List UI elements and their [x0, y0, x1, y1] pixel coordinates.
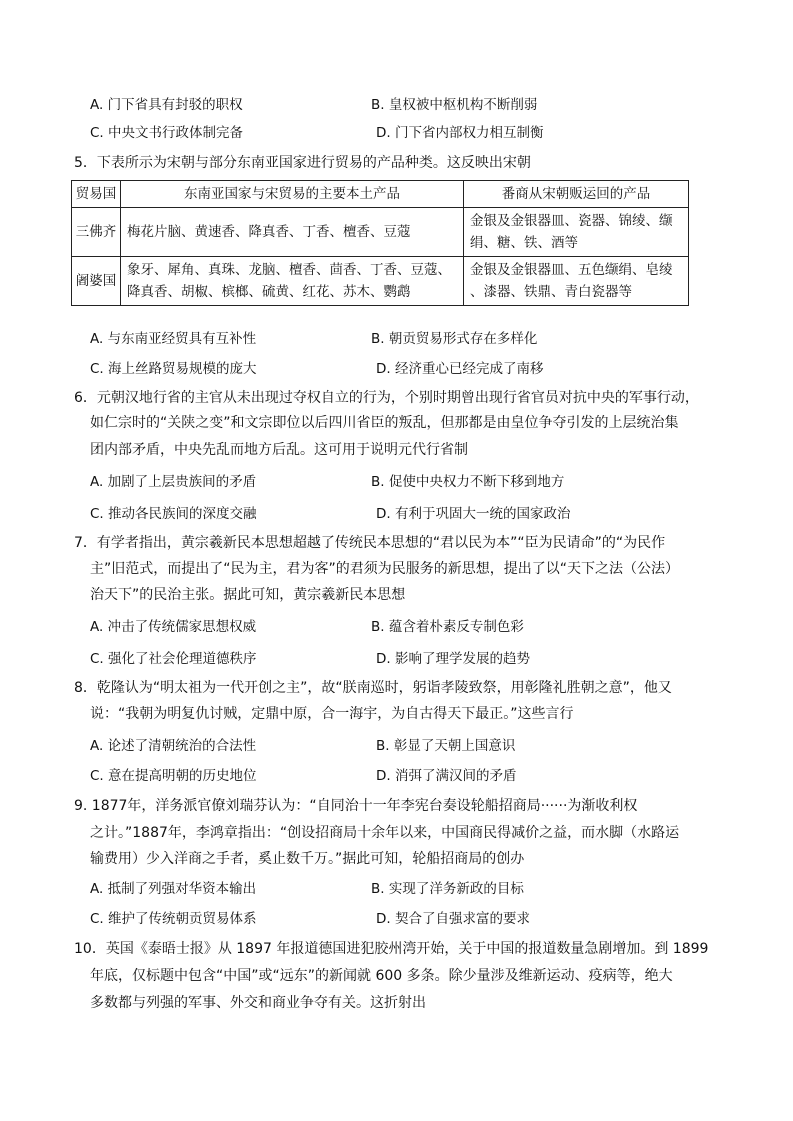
- q9-option-d[interactable]: D. 契合了自强求富的要求: [376, 911, 530, 927]
- row-country: 阇婆国: [72, 257, 121, 306]
- song-products-line: 绢、糖、铁、酒等: [470, 235, 578, 251]
- q6-option-d[interactable]: D. 有利于巩固大一统的国家政治: [376, 506, 571, 522]
- song-products-line: 金银及金银器皿、五色缬绢、皂绫: [470, 262, 673, 278]
- q5-trade-table: [71, 180, 689, 306]
- table-row: [72, 257, 689, 306]
- q8-option-d[interactable]: D. 消弭了满汉间的矛盾: [376, 768, 517, 784]
- q5-option-d[interactable]: D. 经济重心已经完成了南移: [376, 361, 544, 377]
- q8-option-b[interactable]: B. 彰显了天朝上国意识: [376, 738, 516, 754]
- table-header-row: [72, 181, 689, 208]
- q7-option-a[interactable]: A. 冲击了传统儒家思想权威: [90, 619, 257, 635]
- q6-option-c[interactable]: C. 推动各民族间的深度交融: [90, 506, 257, 522]
- q8-stem-line: 8．乾隆认为“明太祖为一代开创之主”，故“朕南巡时，躬诣孝陵致祭，用彰隆礼胜朝之意”，他又: [74, 680, 672, 696]
- q7-option-d[interactable]: D. 影响了理学发展的趋势: [376, 651, 530, 667]
- q4-option-d[interactable]: D. 门下省内部权力相互制衡: [376, 125, 544, 141]
- q5-option-a[interactable]: A. 与东南亚经贸具有互补性: [90, 331, 257, 347]
- q9-option-c[interactable]: C. 维护了传统朝贡贸易体系: [90, 911, 257, 927]
- row-local-products: [121, 257, 464, 306]
- q9-stem-line: 输费用）少入洋商之手者，奚止数千万。”据此可知，轮船招商局的创办: [90, 851, 525, 867]
- q6-option-b[interactable]: B. 促使中央权力不断下移到地方: [371, 474, 565, 490]
- q6-stem-line: 6．元朝汉地行省的主官从未出现过夺权自立的行为，个别时期曾出现行省官员对抗中央的军事行动，: [74, 390, 699, 406]
- q4-option-a[interactable]: A. 门下省具有封驳的职权: [90, 97, 243, 113]
- q9-option-b[interactable]: B. 实现了洋务新政的目标: [371, 881, 524, 897]
- q7-stem-line: 治天下”的民治主张。据此可知，黄宗羲新民本思想: [90, 587, 406, 603]
- header-local-products: 东南亚国家与宋贸易的主要本土产品: [121, 181, 464, 208]
- q4-option-c[interactable]: C. 中央文书行政体制完备: [90, 125, 244, 141]
- q6-option-a[interactable]: A. 加剧了上层贵族间的矛盾: [90, 474, 257, 490]
- row-song-products: [464, 257, 689, 306]
- q8-option-c[interactable]: C. 意在提高明朝的历史地位: [90, 768, 257, 784]
- header-country: 贸易国: [72, 181, 121, 208]
- q6-stem-line: 如仁宗时的“关陕之变”和文宗即位以后四川省臣的叛乱，但那都是由皇位争夺引发的上层统治集: [90, 415, 679, 431]
- q7-option-c[interactable]: C. 强化了社会伦理道德秩序: [90, 651, 257, 667]
- q10-stem-line: 年底，仅标题中包含“中国”或“远东”的新闻就 600 多条。除少量涉及维新运动、疫病等，绝大: [90, 968, 673, 984]
- q10-stem-line: 多数都与列强的军事、外交和商业争夺有关。这折射出: [90, 995, 426, 1011]
- local-products-line: 降真香、胡椒、槟榔、硫黄、红花、苏木、鹦鹉: [127, 284, 411, 300]
- q10-stem-line: 10．英国《泰晤士报》从 1897 年报道德国进犯胶州湾开始，关于中国的报道数量急剧增加。到 1899: [74, 941, 709, 957]
- row-local-products: [121, 208, 464, 257]
- q7-option-b[interactable]: B. 蕴含着朴素反专制色彩: [371, 619, 524, 635]
- q8-stem-line: 说：“我朝为明复仇讨贼，定鼎中原，合一海宇，为自古得天下最正。”这些言行: [90, 706, 574, 722]
- q8-option-a[interactable]: A. 论述了清朝统治的合法性: [90, 738, 257, 754]
- local-products-line: 梅花片脑、黄速香、降真香、丁香、檀香、豆蔻: [127, 224, 411, 240]
- header-song-products: 番商从宋朝贩运回的产品: [464, 181, 689, 208]
- q9-stem-line: 之计。”1887年，李鸿章指出：“创设招商局十余年以来，中国商民得减价之益，而水脚（水路运: [90, 825, 680, 841]
- song-products-line: 、漆器、铁鼎、青白瓷器等: [470, 284, 632, 300]
- row-country: 三佛齐: [72, 208, 121, 257]
- song-products-line: 金银及金银器皿、瓷器、锦绫、缬: [470, 213, 673, 229]
- q6-stem-line: 团内部矛盾，中央先乱而地方后乱。这可用于说明元代行省制: [90, 442, 468, 458]
- row-song-products: [464, 208, 689, 257]
- q7-stem-line: 主”旧范式，而提出了“民为主，君为客”的君须为民服务的新思想，提出了以“天下之法（公法）: [90, 561, 680, 577]
- q5-stem: 5．下表所示为宋朝与部分东南亚国家进行贸易的产品种类。这反映出宋朝: [74, 155, 531, 171]
- q9-stem-line: 9. 1877年，洋务派官僚刘瑞芬认为：“自同治十一年李宪台奏设轮船招商局······为渐收利权: [74, 798, 638, 814]
- q5-option-c[interactable]: C. 海上丝路贸易规模的庞大: [90, 361, 257, 377]
- q7-stem-line: 7．有学者指出，黄宗羲新民本思想超越了传统民本思想的“君以民为本”“臣为民请命”的“为民作: [74, 535, 666, 551]
- table-row: [72, 208, 689, 257]
- q9-option-a[interactable]: A. 抵制了列强对华资本输出: [90, 881, 257, 897]
- q5-option-b[interactable]: B. 朝贡贸易形式存在多样化: [371, 331, 538, 347]
- local-products-line: 象牙、犀角、真珠、龙脑、檀香、茴香、丁香、豆蔻、: [127, 262, 451, 278]
- q4-option-b[interactable]: B. 皇权被中枢机构不断削弱: [371, 97, 538, 113]
